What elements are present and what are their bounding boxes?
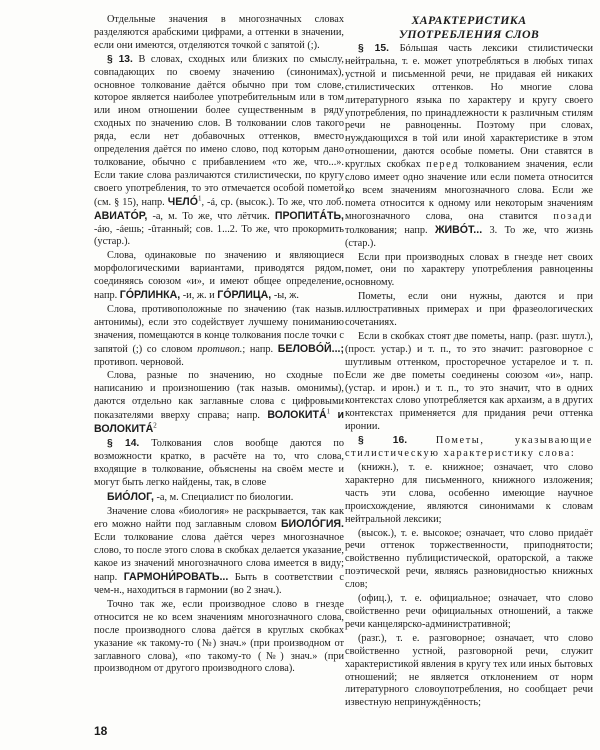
paragraph-homonyms xyxy=(94,370,344,437)
page-number: 18 xyxy=(94,724,108,738)
headword-zhivot: ЖИВÓТ... xyxy=(434,223,483,236)
section-15-text: Бóльшая часть лексики стилистически нейтральна, т. е. может употребляться в любых типах устной и письменной речи, не придавая ей никаких стилистических оттенков. Но многие слова литературного языка по характеру и кругу своего употребления, по принадлежности к различным стилям речи не равноценны. Поэтому при словах, нуждающихся в той или иной характеристике в этом отношении, даются особые пометы. Они ставятся в круглых скобках xyxy=(345,43,594,171)
polysemy-text-2: Если толкование слова даётся через многозначное слово, то после этого слова в скобках делается указание, какое из значений многозначного слова имеется в виду; напр. xyxy=(94,532,344,584)
headword-chelo: ЧЕЛÓ xyxy=(167,195,198,208)
headword-gorlitsa: ГÓРЛИЦА, xyxy=(217,289,272,302)
homonym-index-2: 2 xyxy=(153,421,157,430)
gorlinka-grammar: -и, ж. и xyxy=(182,290,215,302)
paragraph-polysemy xyxy=(94,506,344,598)
spaced-word-before: перед xyxy=(426,159,460,171)
headword-garmonirovat: ГАРМОНИ́РОВАТЬ... xyxy=(123,571,229,584)
paragraph-meaning-numbers: Отдельные значения в многозначных словах разделяются арабскими цифрами, а оттенки в значении, если они имеются, отделяются точкой с запятой (;). xyxy=(94,14,344,51)
homonyms-text: Слова, разные по значению, но сходные по написанию и произношению (так назыв. омонимы), даются отдельно как заглавные слова с цифровыми показателями вверху справа; напр. xyxy=(94,370,344,422)
polysemy-text: Значение слова «биология» не раскрывается, так как его можно найти под заглавным словом xyxy=(94,505,344,531)
spaced-word-after: позади xyxy=(553,210,594,222)
label-vysok: (высок.), т. е. высокое; означает, что слово придаёт речи оттенок торжественности, приподнятости; свойственно публицистической, ораторской, а также поэтической речи, являясь разновидностью книжных слов; xyxy=(345,527,593,591)
gorlitsa-grammar: -ы, ж. xyxy=(273,290,299,302)
conjunction-i: и xyxy=(337,409,345,422)
headword-gorlinka: ГÓРЛИНКА, xyxy=(119,289,181,302)
section-heading-line-2: УПОТРЕБЛЕНИЯ СЛОВ xyxy=(398,26,540,41)
section-15-text-2: толкованием значения, если слово имеет одно значение или если помета относится ко всем значениям многозначного слова. Если же помета относится к одному или некоторым значениям многозначного слова, она ставится xyxy=(345,159,594,222)
section-heading xyxy=(345,14,593,41)
chelo-definition: , -á, ср. (высок.). То же, что лоб. xyxy=(201,196,344,208)
section-14 xyxy=(94,438,344,490)
antonyms-text-2: ; напр. xyxy=(242,343,274,355)
section-13-marker: § 13. xyxy=(107,53,133,65)
paragraph-derivative-labels: Если при производных словах в гнезде нет своих помет, они по характеру употребления равноценны основному. xyxy=(345,251,593,289)
left-column xyxy=(94,14,344,677)
section-14-text: Толкования слов вообще даются по возможности кратко, в расчёте на то, что слова, входящие в толкование, объяснены на своём месте и могут быть легко найдены, так, в слове xyxy=(94,438,344,488)
headword-aviator: АВИАТÓР, xyxy=(94,209,148,222)
biolog-definition: -а, м. Специалист по биологии. xyxy=(156,491,294,503)
garmonirovat-definition: Быть в соответствии с чем-н., находиться в гармонии (во 2 знач.). xyxy=(94,572,344,596)
section-15 xyxy=(345,43,593,251)
paragraph-derivatives: Точно так же, если производное слово в гнезде относится не ко всем значениям многозначного слова, после производного слова даётся в круглых скобках указание «к такому-то (№) знач.» (при производном от заглавного слова), «по такому-то (№) знач.» (при производном от другого производного слова). xyxy=(94,598,344,675)
right-column xyxy=(345,14,593,711)
label-ofits: (офиц.), т. е. официальное; означает, что слово свойственно речи официальных отношений, а также речи канцелярско-административной; xyxy=(345,593,593,630)
paragraph-antonyms xyxy=(94,304,344,370)
section-15-text-3: толкования; напр. xyxy=(345,224,428,236)
homonym-index-1: 1 xyxy=(326,407,331,416)
section-13 xyxy=(94,54,344,250)
headword-volokita-1: ВОЛОКИТÁ xyxy=(267,409,327,422)
section-16 xyxy=(345,435,593,461)
label-knizhn: (книжн.), т. е. книжное; означает, что слово характерно для письменного, книжного изложения; часть эти слова, особенно имеющие научное происхождение, являются синонимами к словам нейтральной лексики; xyxy=(345,462,593,525)
homonym-index: 1 xyxy=(197,194,202,203)
propitat-definition: -áю, -áешь; -ûтанный; сов. 1...2. То же, что прокормить (устар.). xyxy=(94,223,344,248)
section-15-marker: § 15. xyxy=(358,43,389,54)
section-16-title: Пометы, указывающие стилистическую характеристику слова: xyxy=(345,435,593,460)
paragraph-biolog xyxy=(94,491,344,505)
belovoy-antonym: противоп. черновой. xyxy=(94,356,184,368)
headword-belovoy: БЕЛОВÓЙ...; xyxy=(277,342,345,355)
zhivot-definition: 3. То же, что жизнь (стар.). xyxy=(345,224,594,249)
paragraph-example-labels: Пометы, если они нужны, даются и при иллюстративных примерах и при фразеологических сочетаниях. xyxy=(345,291,593,329)
section-14-marker: § 14. xyxy=(107,438,140,449)
antonym-label: противоп. xyxy=(197,343,243,355)
paragraph-double-labels: Если в скобках стоят две пометы, напр. (разг. шутл.), (прост. устар.) и т. п., то это значит: разговорное с шутливым оттенком, просторечное устарелое и т. п. Если же две пометы соединены союзом «и», напр. (устар. и ирон.) и т. п., то это значит, что в одних контекстах слово употребляется как архаизм, а в других контекстах применяется для придания речи оттенка иронии. xyxy=(345,330,593,433)
paragraph-variants xyxy=(94,250,344,303)
headword-biolog: БИÓЛОГ, xyxy=(107,490,154,503)
headword-propitat: ПРОПИТÁТЬ, xyxy=(274,209,345,222)
antonyms-text: Слова, противоположные по значению (так назыв. антонимы), если это содействует лучшему пониманию значения, помещаются в конце толкования после точки с запятой (;) со словом xyxy=(94,303,344,355)
aviator-definition: -а, м. То же, что лётчик. xyxy=(152,210,270,222)
section-16-marker: § 16. xyxy=(358,435,408,447)
label-razg: (разг.), т. е. разговорное; означает, что слово свойственно устной, разговорной речи, служит характеристикой явления в кругу тех или иных бытовых отношений; не является отклонением от норм литературного словоупотребления, но сообщает речи известную непринуждённость; xyxy=(345,632,593,709)
section-13-text: В словах, сходных или близких по смыслу, совпадающих по своему значению (синонимах), основное толкование даётся обычно при том слове, которое является наиболее употребительным или в том или ином отношении более существенным в ряду сходных по значению слов. В толковании слов такого ряда, если нет добавочных оттенков, вместо определения даётся по имено слово, под которым дано толкование, обычно с прибавлением «то же, что...». Если такие слова различаются стилистически, по кругу своего употребления, то это отмечается особой пометой (см. § 15), напр. xyxy=(94,53,344,208)
variants-text: Слова, одинаковые по значению и являющиеся морфологическими вариантами, приводятся рядом, соединяясь союзом «и», и имеют общее определение, напр. xyxy=(94,250,344,302)
headword-biologia: БИОЛÓГИЯ. xyxy=(280,518,344,531)
section-heading-line-1: ХАРАКТЕРИСТИКА xyxy=(411,13,527,27)
headword-volokita-2: ВОЛОКИТÁ xyxy=(94,423,154,436)
